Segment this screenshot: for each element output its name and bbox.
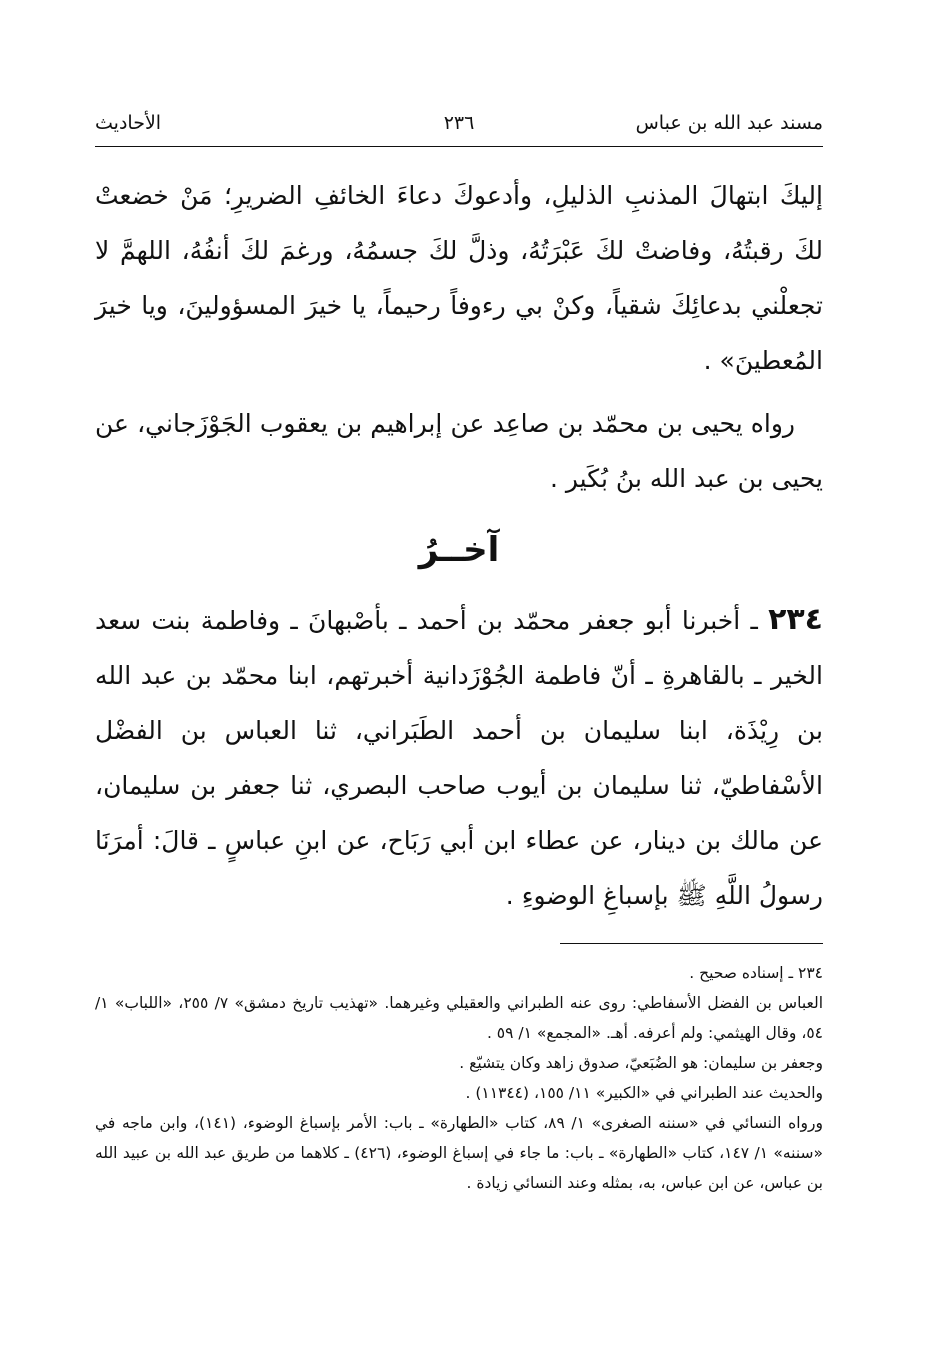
hadith-number: ٢٣٤	[768, 602, 823, 637]
book-title: مسند عبد الله بن عباس	[635, 112, 823, 134]
hadith-paragraph	[95, 592, 823, 923]
page-number: ٢٣٦	[443, 112, 475, 134]
footnote-line: ٢٣٤ ـ إسناده صحيح .	[689, 964, 823, 982]
footnotes	[95, 958, 823, 1198]
footnote-line: وجعفر بن سليمان: هو الضُبَعيّ، صدوق زاهد وكان يتشيّع .	[459, 1054, 823, 1072]
section-heading: آخــرُ	[418, 530, 500, 570]
dua-paragraph: إليكَ ابتهالَ المذنبِ الذليلِ، وأدعوكَ دعاءَ الخائفِ الضريرِ؛ مَنْ خضعتْ لكَ رقبتُهُ، وفاضتْ لكَ عَبْرَتُهُ، وذلَّ لكَ جسمُهُ، ورغمَ لكَ أنفُهُ، اللهمَّ لا تجعلْني بدعائِكَ شقياً، وكنْ بي رءوفاً رحيماً، يا خيرَ المسؤولينَ، ويا خيرَ المُعطينَ» .	[95, 181, 823, 375]
footnote-line: والحديث عند الطبراني في «الكبير» ١١/ ١٥٥، (١١٣٤٤) .	[465, 1084, 823, 1102]
section-title: الأحاديث	[95, 112, 162, 134]
running-header	[95, 112, 823, 146]
footnote-rule	[560, 943, 823, 944]
footnote-line: العباس بن الفضل الأسفاطي: روى عنه الطبراني والعقيلي وغيرهما. «تهذيب تاريخ دمشق» ٧/ ٢٥٥، «اللباب» ١/ ٥٤، وقال الهيثمي: ولم أعرفه. أهـ. «المجمع» ١/ ٥٩ .	[95, 994, 823, 1042]
narration-paragraph: رواه يحيى بن محمّد بن صاعِد عن إبراهيم بن يعقوب الجَوْزَجاني، عن يحيى بن عبد الله بنُ بُكَير .	[95, 409, 823, 493]
hadith-text: ـ أخبرنا أبو جعفر محمّد بن أحمد ـ بأصْبهانَ ـ وفاطمة بنت سعد الخير ـ بالقاهرةِ ـ أنّ فاطمة الجُوْزَدانية أخبرتهم، ابنا محمّد بن عبد الله بن رِيْذَة، ابنا سليمان بن أحمد الطَبَراني، ثنا العباس بن الفضْل الأسْفاطيّ، ثنا سليمان بن أيوب صاحب البصري، ثنا جعفر بن سليمان، عن مالك بن دينار، عن عطاء ابن أبي رَبَاح، عن ابنِ عباسٍ ـ قالَ: أمرَنَا رسولُ اللَّهِ ﷺ بإسباغِ الوضوءِ .	[95, 606, 823, 910]
footnote-line: ورواه النسائي في «سننه الصغرى» ١/ ٨٩، كتاب «الطهارة» ـ باب: الأمر بإسباغ الوضوء، (١٤١)، وابن ماجه في «سننه» ١/ ١٤٧، كتاب «الطهارة» ـ باب: ما جاء في إسباغ الوضوء، (٤٢٦) ـ كلاهما من طريق عبد الله بن عبيد الله بن عباس، عن ابن عباس، به، بمثله وعند النسائي زيادة .	[95, 1114, 823, 1192]
header-rule	[95, 146, 823, 147]
